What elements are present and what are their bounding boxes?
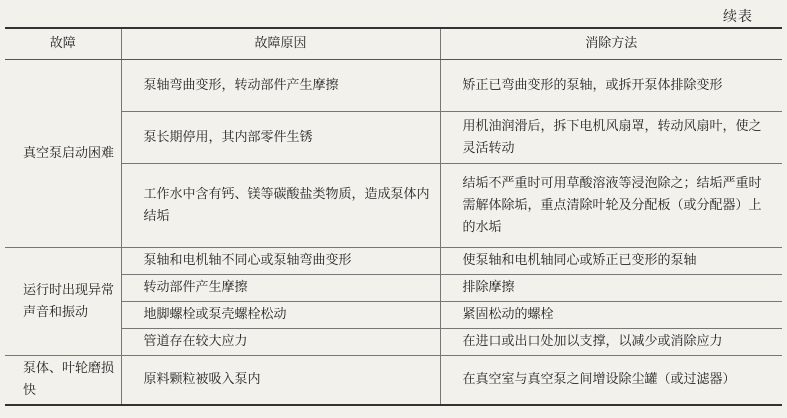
cause-cell: 工作水中含有钙、镁等碳酸盐类物质，造成泵体内结垢 [121, 164, 440, 248]
table-row [5, 329, 782, 356]
remedy-cell: 使泵轴和电机轴同心或矫正已变形的泵轴 [440, 248, 782, 275]
header-remedy: 消除方法 [440, 28, 782, 60]
table-header-row [5, 28, 782, 60]
table-row [5, 275, 782, 302]
header-fault: 故障 [5, 28, 121, 60]
table-row [5, 112, 782, 164]
remedy-cell: 用机油润滑后，拆下电机风扇罩，转动风扇叶，使之灵活转动 [440, 112, 782, 164]
remedy-cell: 结垢不严重时可用草酸溶液等浸泡除之；结垢严重时需解体除垢，重点清除叶轮及分配板（或分配器）上的水垢 [440, 164, 782, 248]
table-row [5, 302, 782, 329]
cause-cell: 泵轴弯曲变形，转动部件产生摩擦 [121, 60, 440, 112]
header-cause: 故障原因 [121, 28, 440, 60]
cause-cell: 转动部件产生摩擦 [121, 275, 440, 302]
table-row [5, 248, 782, 275]
fault-cell: 运行时出现异常声音和振动 [5, 248, 121, 356]
fault-cell: 泵体、叶轮磨损快 [5, 356, 121, 406]
cause-cell: 原料颗粒被吸入泵内 [121, 356, 440, 406]
cause-cell: 泵轴和电机轴不同心或泵轴弯曲变形 [121, 248, 440, 275]
remedy-cell: 在进口或出口处加以支撑，以减少或消除应力 [440, 329, 782, 356]
table-row [5, 60, 782, 112]
table-row [5, 356, 782, 406]
fault-table [5, 27, 782, 406]
fault-cell: 真空泵启动困难 [5, 60, 121, 248]
remedy-cell: 排除摩擦 [440, 275, 782, 302]
cause-cell: 管道存在较大应力 [121, 329, 440, 356]
cause-cell: 地脚螺栓或泵壳螺栓松动 [121, 302, 440, 329]
continued-label: 续表 [723, 9, 753, 25]
remedy-cell: 矫正已弯曲变形的泵轴，或拆开泵体排除变形 [440, 60, 782, 112]
remedy-cell: 紧固松动的螺栓 [440, 302, 782, 329]
table-row [5, 164, 782, 248]
cause-cell: 泵长期停用，其内部零件生锈 [121, 112, 440, 164]
remedy-cell: 在真空室与真空泵之间增设除尘罐（或过滤器） [440, 356, 782, 406]
